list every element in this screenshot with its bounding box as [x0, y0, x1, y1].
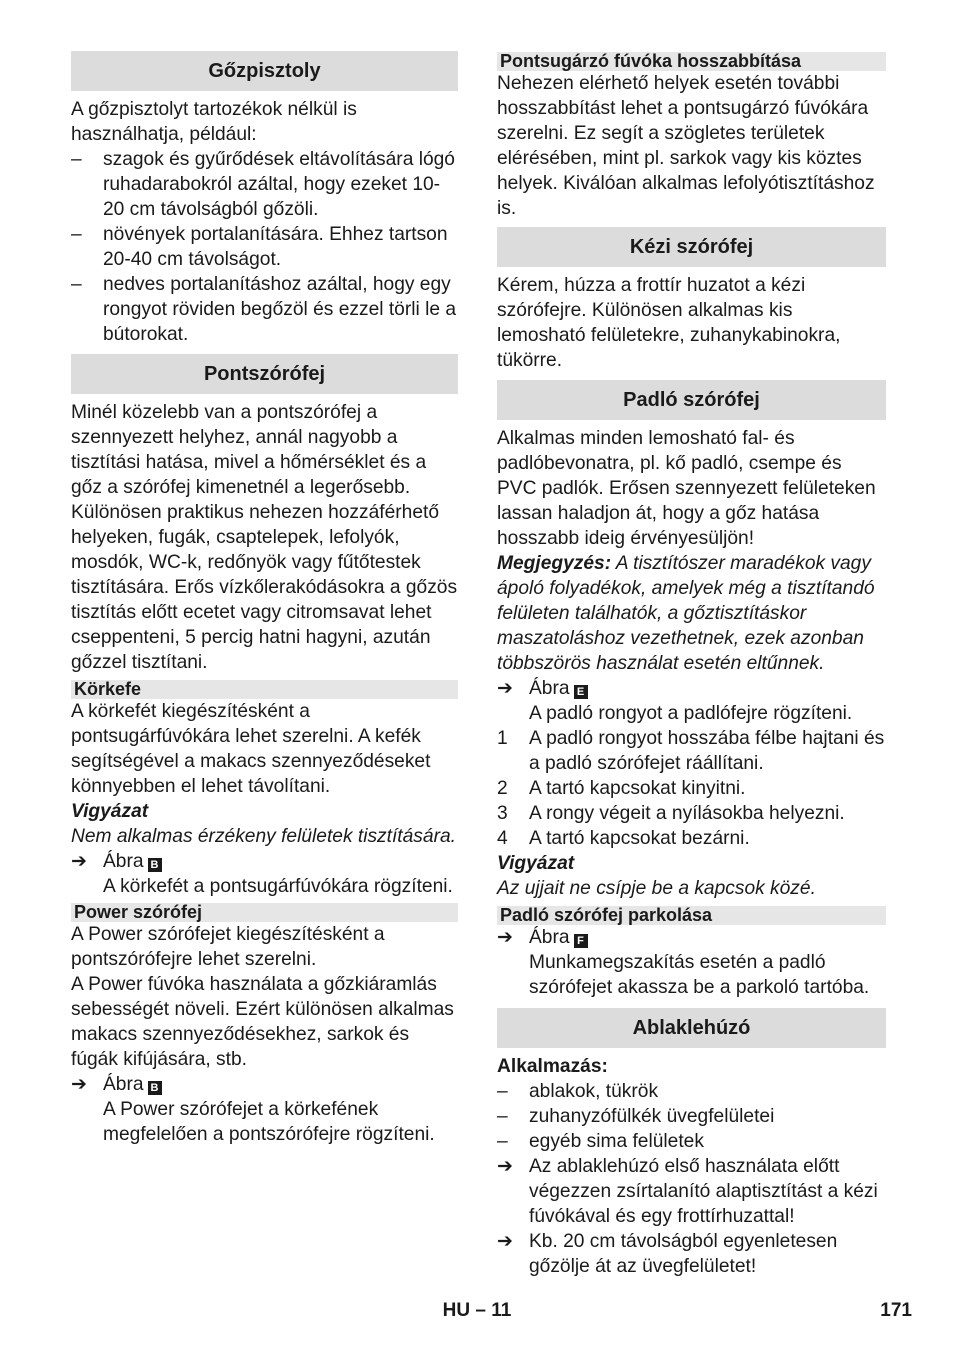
pontszorofej-body: Minél közelebb van a pontszórófej a szennyezett helyhez, annál nagyobb a tisztítási hatása, mivel a hőmérséklet és a gőz a szórófej kimenetnél a legerősebb. Különösen praktikus nehezen hozzáférhető helyeken, fugák, csaptelepek, lefolyók, mosdók, WC-k, redőnyök vagy fűtőtestek tisztítására. Erős vízkőlerakódásokra a gőzös tisztítás előtt ecetet vagy citromsavat lehet cseppenteni, 5 percig hatni hagyni, azután gőzzel tisztítani. — [71, 402, 458, 673]
step-item: 1 A padló rongyot hosszába félbe hajtani és a padló szórófejet ráállítani. — [497, 728, 885, 774]
figure-letter-badge: E — [574, 685, 588, 699]
subsection-title-parkolas: Padló szórófej parkolása — [497, 906, 886, 925]
subsection-title-hosszabbitas: Pontsugárzó fúvóka hosszabbítása — [497, 52, 886, 71]
figure-reference: ➔ Ábra B — [71, 849, 458, 874]
padlo-caution-title: Vigyázat — [497, 853, 575, 874]
arrow-icon: ➔ — [497, 1231, 514, 1252]
section-title-ablak: Ablaklehúzó — [497, 1008, 886, 1048]
arrow-icon: ➔ — [497, 678, 514, 699]
korkefe-caution-title: Vigyázat — [71, 801, 149, 822]
right-column — [497, 51, 886, 1279]
arrow-icon: ➔ — [71, 1074, 88, 1095]
step-item: 2 A tartó kapcsokat kinyitni. — [497, 778, 746, 799]
figure-reference: ➔ Ábra F — [497, 925, 886, 950]
figure-reference: ➔ Ábra E — [497, 676, 886, 701]
figure-letter-badge: F — [574, 934, 588, 948]
padlo-body: Alkalmas minden lemosható fal- és padlóbevonatra, pl. kő padló, csempe és PVC padlók. Erősen szennyezett felületeken lassan haladjon át, hogy a gőz hatása hosszabb ideig érvényesüljön! — [497, 428, 876, 549]
power-body-2: A Power fúvóka használata a gőzkiáramlás sebességét növeli. Ezért különösen alkalmas makacs szennyeződésekhez, sarkok és fúgák kifújására, stb. — [71, 974, 454, 1070]
arrow-icon: ➔ — [497, 1156, 514, 1177]
gozpisztoly-intro: A gőzpisztolyt tartozékok nélkül is használhatja, például: — [71, 99, 357, 145]
section-title-kezi: Kézi szórófej — [497, 227, 886, 267]
section-title-padlo: Padló szórófej — [497, 380, 886, 420]
footer-section-label: HU – 11 — [442, 1300, 512, 1321]
padlo-caution-text: Az ujjait ne csípje be a kapcsok közé. — [497, 878, 816, 899]
step-item: 4 A tartó kapcsokat bezárni. — [497, 828, 750, 849]
list-item: – ablakok, tükrök — [497, 1081, 659, 1102]
arrow-icon: ➔ — [497, 927, 514, 948]
step-item: 3 A rongy végeit a nyílásokba helyezni. — [497, 803, 845, 824]
figure-letter-badge: B — [148, 1081, 162, 1095]
power-body-1: A Power szórófejet kiegészítésként a pontszórófejre lehet szerelni. — [71, 924, 385, 970]
parkolas-fig-text: Munkamegszakítás esetén a padló szórófejet akassza be a parkoló tartóba. — [529, 952, 870, 998]
section-title-gozpisztoly: Gőzpisztoly — [71, 51, 458, 91]
list-item: – szagok és gyűrődések eltávolítására lógó ruhadarabokról azáltal, hogy ezeket 10-20 cm távolságból gőzöli. — [71, 149, 455, 220]
padlo-note: Megjegyzés: A tisztítószer maradékok vagy ápoló folyadékok, amelyek még a tisztítandó felületen találhatók, a gőztisztításkor maszatoláshoz vezethetnek, ezek azonban többszörös használat esetén eltűnnek. — [497, 553, 875, 674]
list-item: – nedves portalanításhoz azáltal, hogy egy rongyot röviden begőzöl és ezzel törli le a bútorokat. — [71, 274, 457, 345]
hosszabbitas-body: Nehezen elérhető helyek esetén további hosszabbítást lehet a pontsugárzó fúvókára szerelni. Ez segít a szögletes területek elérésében, mint pl. sarkok vagy kis köztes helyek. Kiválóan alkalmas lefolyótisztításhoz is. — [497, 73, 875, 219]
section-title-pontszorofej: Pontszórófej — [71, 354, 458, 394]
subsection-title-power: Power szórófej — [71, 903, 458, 922]
figure-letter-badge: B — [148, 858, 162, 872]
korkefe-body: A körkefét kiegészítésként a pontsugárfúvókára lehet szerelni. A kefék segítségével a makacs szennyeződéseket könnyebben el lehet távolítani. — [71, 701, 431, 797]
left-column — [71, 51, 458, 1147]
page-number: 171 — [880, 1300, 912, 1321]
padlo-fig-text: A padló rongyot a padlófejre rögzíteni. — [529, 703, 853, 724]
instruction-item: ➔ Az ablaklehúzó első használata előtt végezzen zsírtalanító alaptisztítást a kézi fúvókával és egy frottírhuzattal! — [497, 1156, 878, 1227]
subsection-title-korkefe: Körkefe — [71, 680, 458, 699]
arrow-icon: ➔ — [71, 851, 88, 872]
list-item: – zuhanyzófülkék üvegfelületei — [497, 1106, 775, 1127]
kezi-body: Kérem, húzza a frottír huzatot a kézi szórófejre. Különösen alkalmas kis lemosható felületekre, zuhanykabinokra, tükörre. — [497, 275, 841, 371]
korkefe-fig-text: A körkefét a pontsugárfúvókára rögzíteni. — [103, 876, 453, 897]
ablak-usage-label: Alkalmazás: — [497, 1056, 608, 1077]
figure-reference: ➔ Ábra B — [71, 1072, 458, 1097]
korkefe-caution-text: Nem alkalmas érzékeny felületek tisztítására. — [71, 826, 456, 847]
instruction-item: ➔ Kb. 20 cm távolságból egyenletesen gőzölje át az üvegfelületet! — [497, 1231, 838, 1277]
list-item: – egyéb sima felületek — [497, 1131, 704, 1152]
list-item: – növények portalanítására. Ehhez tartson 20-40 cm távolságot. — [71, 224, 448, 270]
power-fig-text: A Power szórófejet a körkefének megfelelően a pontszórófejre rögzíteni. — [103, 1099, 435, 1145]
